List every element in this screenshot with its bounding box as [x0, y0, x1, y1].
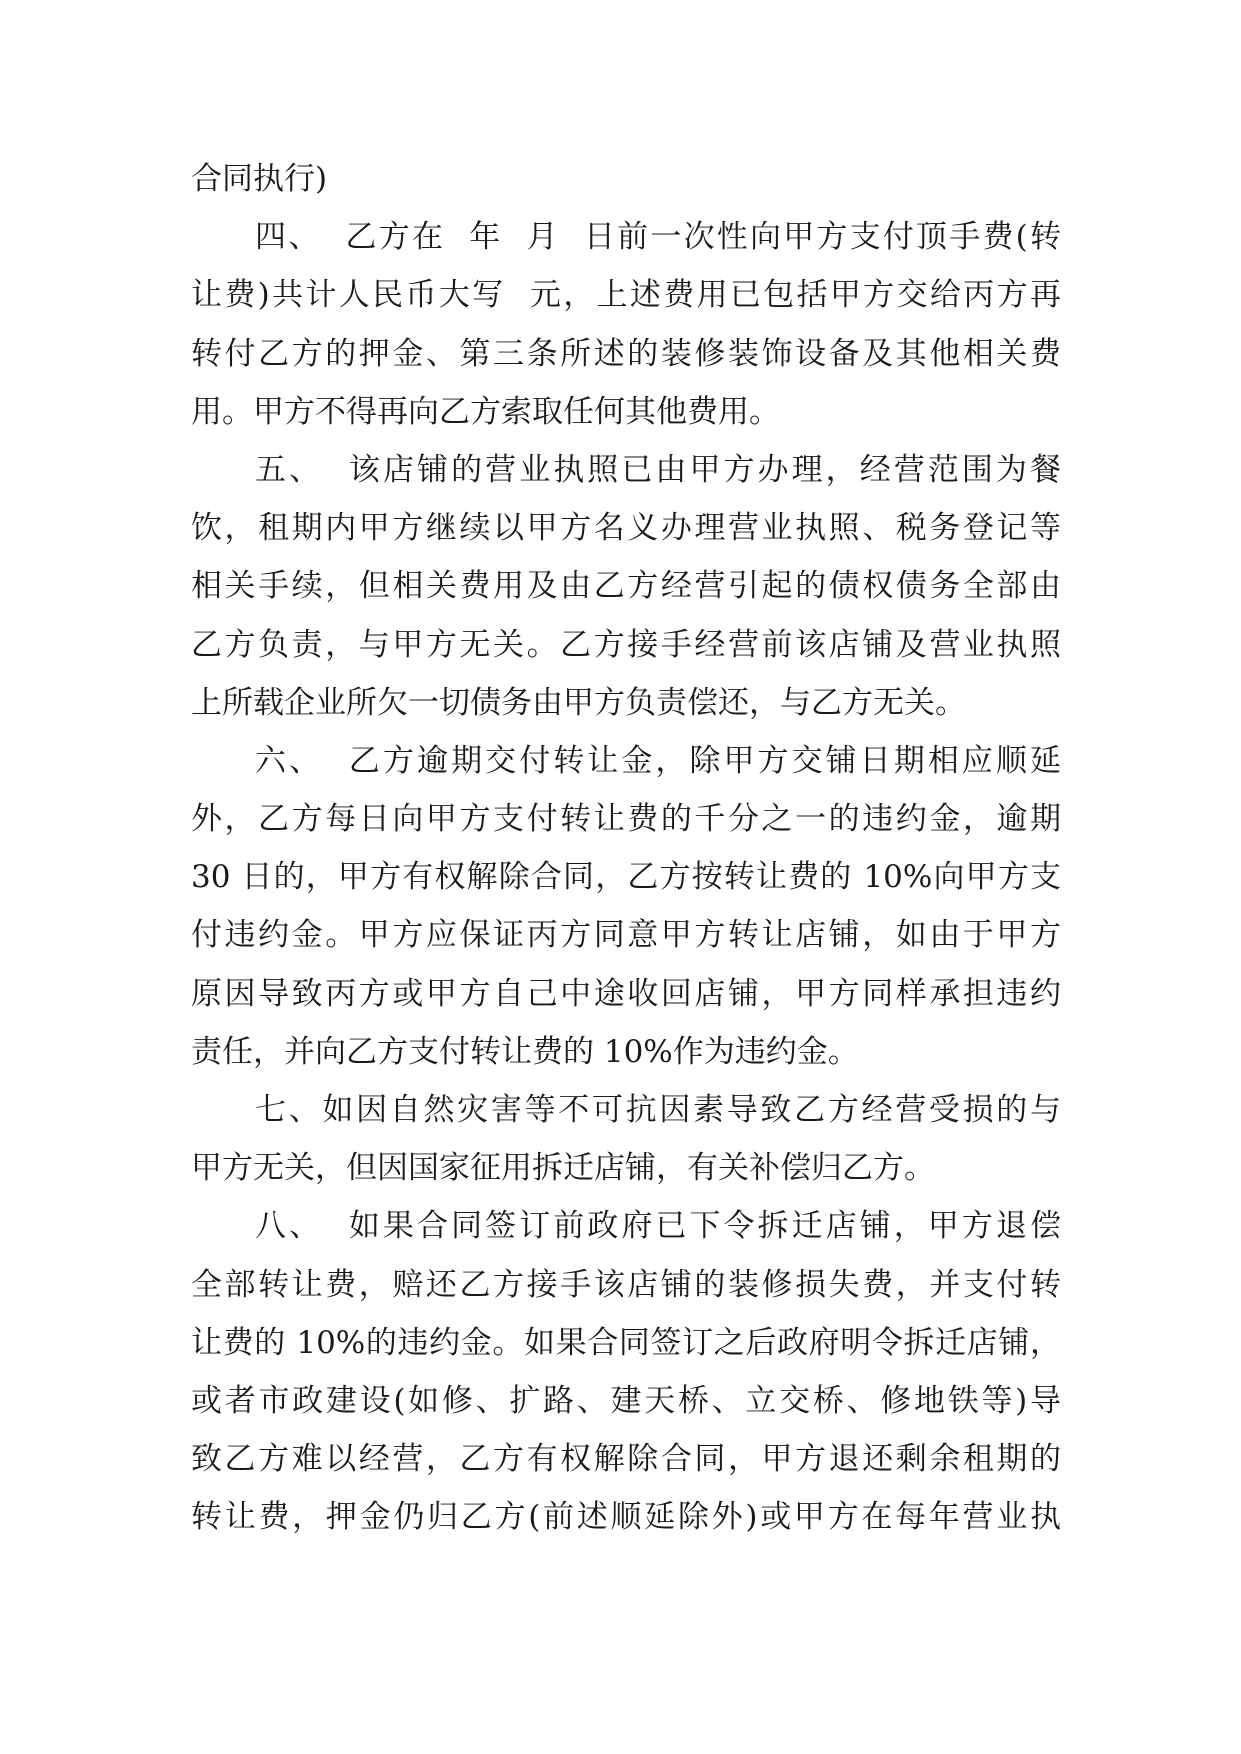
- document-text-line: 六、 乙方逾期交付转让金，除甲方交铺日期相应顺延: [255, 742, 1061, 779]
- document-text-line: 让费的 10%的违约金。如果合同签订之后政府明令拆迁店铺，: [191, 1324, 1061, 1361]
- document-text-line: 甲方无关，但因国家征用拆迁店铺，有关补偿归乙方。: [191, 1150, 935, 1187]
- document-text-line: 转让费，押金仍归乙方(前述顺延除外)或甲方在每年营业执: [191, 1499, 1061, 1536]
- document-text-line: 相关手续，但相关费用及由乙方经营引起的债权债务全部由: [191, 568, 1061, 605]
- document-text-line: 全部转让费，赔还乙方接手该店铺的装修损失费，并支付转: [191, 1266, 1061, 1303]
- document-text-line: 七、如因自然灾害等不可抗因素导致乙方经营受损的与: [255, 1092, 1061, 1128]
- document-text-line: 合同执行): [191, 161, 328, 197]
- document-text-line: 外，乙方每日向甲方支付转让费的千分之一的违约金，逾期: [191, 801, 1061, 838]
- document-text-line: 五、 该店铺的营业执照已由甲方办理，经营范围为餐: [255, 451, 1061, 488]
- document-text-line: 或者市政建设(如修、扩路、建天桥、立交桥、修地铁等)导: [191, 1382, 1061, 1419]
- document-text-line: 让费)共计人民币大写 元，上述费用已包括甲方交给丙方再: [191, 277, 1061, 314]
- document-text-line: 付违约金。甲方应保证丙方同意甲方转让店铺，如由于甲方: [191, 917, 1061, 954]
- document-text-line: 致乙方难以经营，乙方有权解除合同，甲方退还剩余租期的: [191, 1441, 1061, 1478]
- document-text-line: 乙方负责，与甲方无关。乙方接手经营前该店铺及营业执照: [191, 626, 1061, 663]
- document-text-line: 饮，租期内甲方继续以甲方名义办理营业执照、税务登记等: [191, 510, 1061, 547]
- document-text-line: 四、 乙方在 年 月 日前一次性向甲方支付顶手费(转: [255, 219, 1061, 256]
- document-body: [191, 150, 1061, 1547]
- document-text-line: 八、 如果合同签订前政府已下令拆迁店铺，甲方退偿: [255, 1208, 1061, 1245]
- document-text-line: 转付乙方的押金、第三条所述的装修装饰设备及其他相关费: [191, 335, 1061, 372]
- document-text-line: 30 日的，甲方有权解除合同，乙方按转让费的 10%向甲方支: [191, 859, 1061, 896]
- document-text-line: 责任，并向乙方支付转让费的 10%作为违约金。: [191, 1033, 859, 1070]
- document-text-line: 用。甲方不得再向乙方索取任何其他费用。: [191, 393, 780, 430]
- document-text-line: 原因导致丙方或甲方自己中途收回店铺，甲方同样承担违约: [191, 975, 1061, 1012]
- document-text-line: 上所载企业所欠一切债务由甲方负责偿还，与乙方无关。: [191, 684, 966, 721]
